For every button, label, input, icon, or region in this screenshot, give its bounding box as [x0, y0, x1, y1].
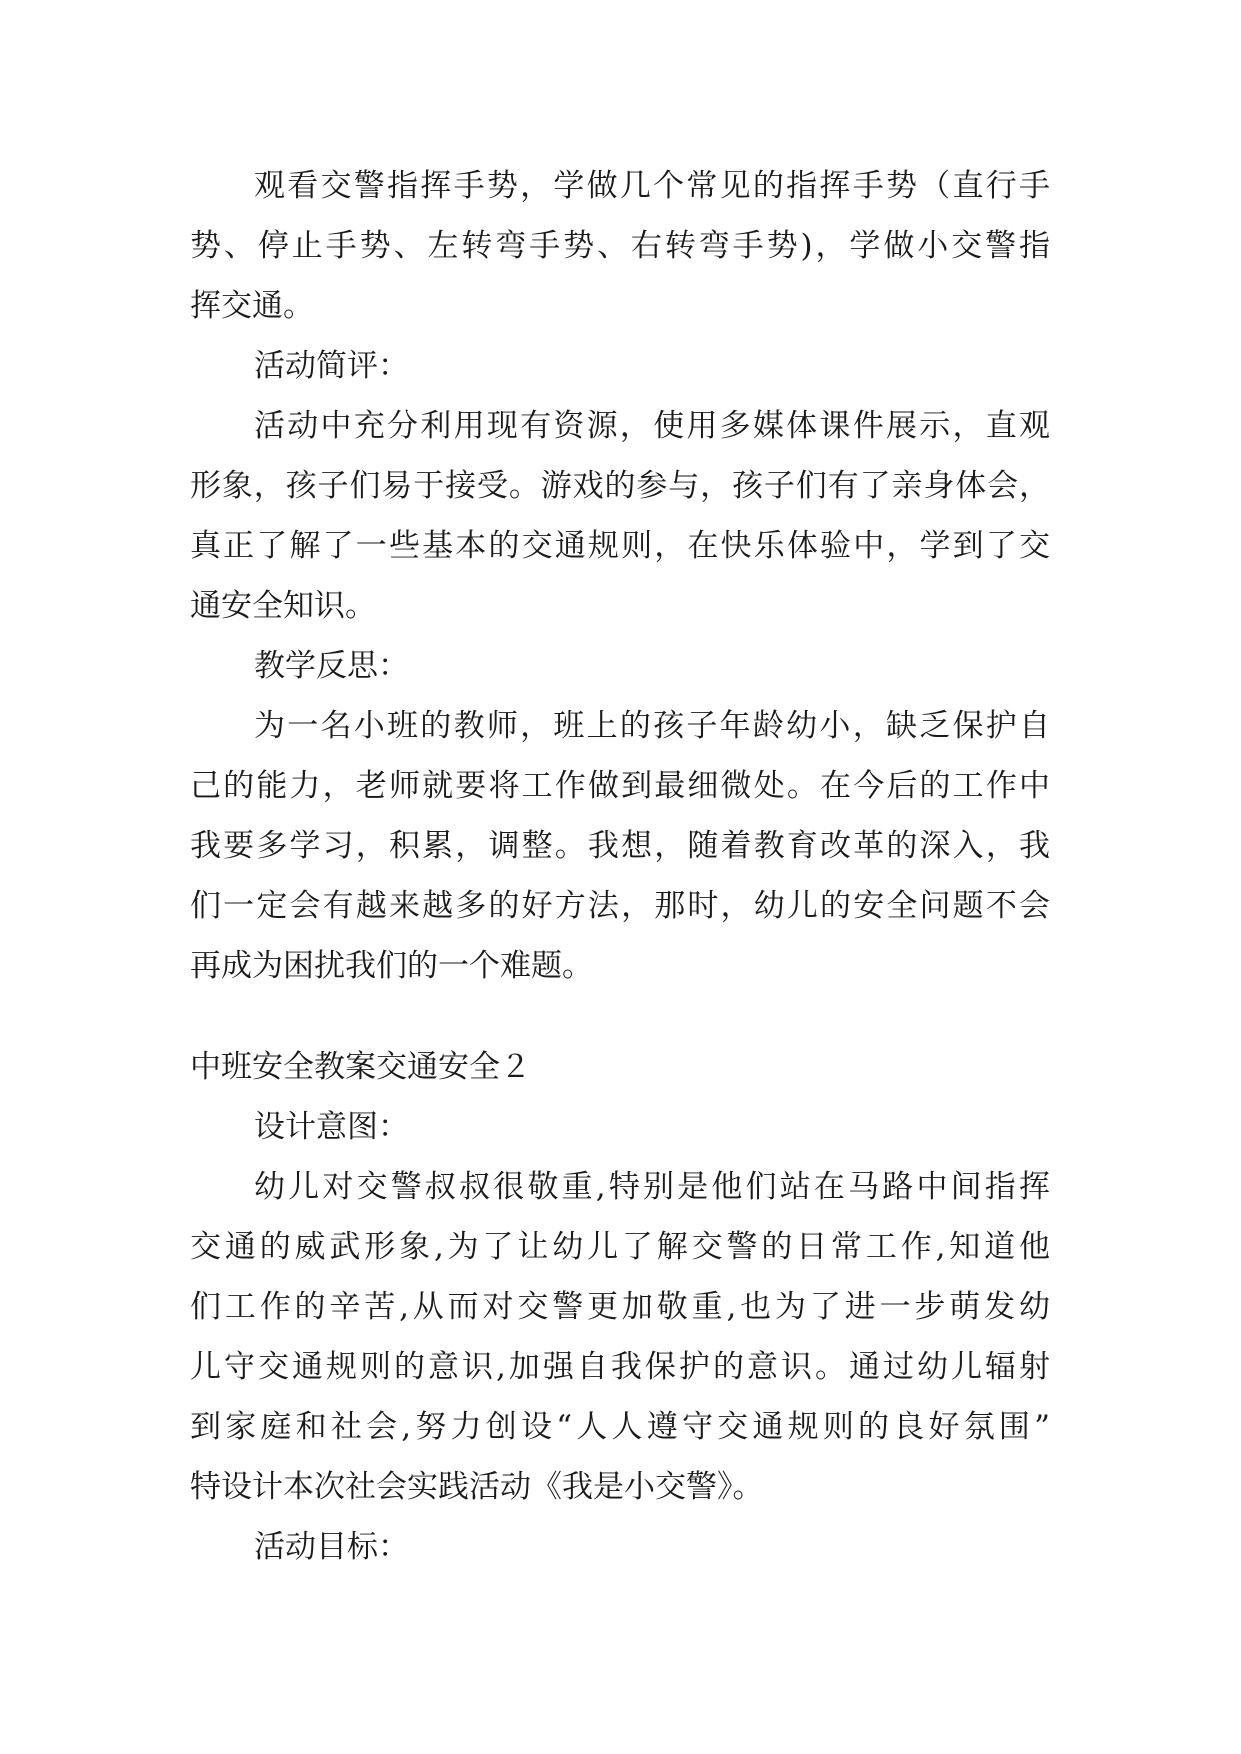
paragraph-line: 们工作的辛苦,从而对交警更加敬重,也为了进一步萌发幼	[190, 1289, 1050, 1325]
section-label: 设计意图：	[254, 1109, 409, 1145]
paragraph-line: 通安全知识。	[190, 588, 376, 624]
section-title: 中班安全教案交通安全２	[190, 1049, 531, 1085]
paragraph-line: 交通的威武形象,为了让幼儿了解交警的日常工作,知道他	[190, 1229, 1050, 1265]
paragraph-line: 己的能力，老师就要将工作做到最细微处。在今后的工作中	[190, 768, 1050, 804]
paragraph-line: 活动中充分利用现有资源，使用多媒体课件展示，直观	[254, 408, 1050, 444]
paragraph-line: 再成为困扰我们的一个难题。	[190, 948, 593, 984]
paragraph-line: 观看交警指挥手势，学做几个常见的指挥手势（直行手	[254, 168, 1050, 204]
paragraph-line: 形象，孩子们易于接受。游戏的参与，孩子们有了亲身体会，	[190, 468, 1050, 504]
paragraph-line: 特设计本次社会实践活动《我是小交警》。	[190, 1469, 764, 1505]
paragraph-line: 挥交通。	[190, 288, 314, 324]
section-label: 教学反思：	[254, 648, 409, 684]
paragraph-line: 幼儿对交警叔叔很敬重,特别是他们站在马路中间指挥	[254, 1169, 1050, 1205]
paragraph-line: 势、停止手势、左转弯手势、右转弯手势)，学做小交警指	[190, 228, 1050, 264]
paragraph-line: 真正了解了一些基本的交通规则，在快乐体验中，学到了交	[190, 528, 1050, 564]
paragraph-line: 儿守交通规则的意识,加强自我保护的意识。通过幼儿辐射	[190, 1349, 1050, 1385]
paragraph-line: 到家庭和社会,努力创设“人人遵守交通规则的良好氛围”	[190, 1409, 1050, 1445]
paragraph-line: 为一名小班的教师，班上的孩子年龄幼小，缺乏保护自	[254, 708, 1050, 744]
section-label: 活动目标：	[254, 1529, 409, 1565]
section-label: 活动简评：	[254, 348, 409, 384]
paragraph-line: 们一定会有越来越多的好方法，那时，幼儿的安全问题不会	[190, 888, 1050, 924]
paragraph-line: 我要多学习，积累，调整。我想，随着教育改革的深入，我	[190, 828, 1050, 864]
